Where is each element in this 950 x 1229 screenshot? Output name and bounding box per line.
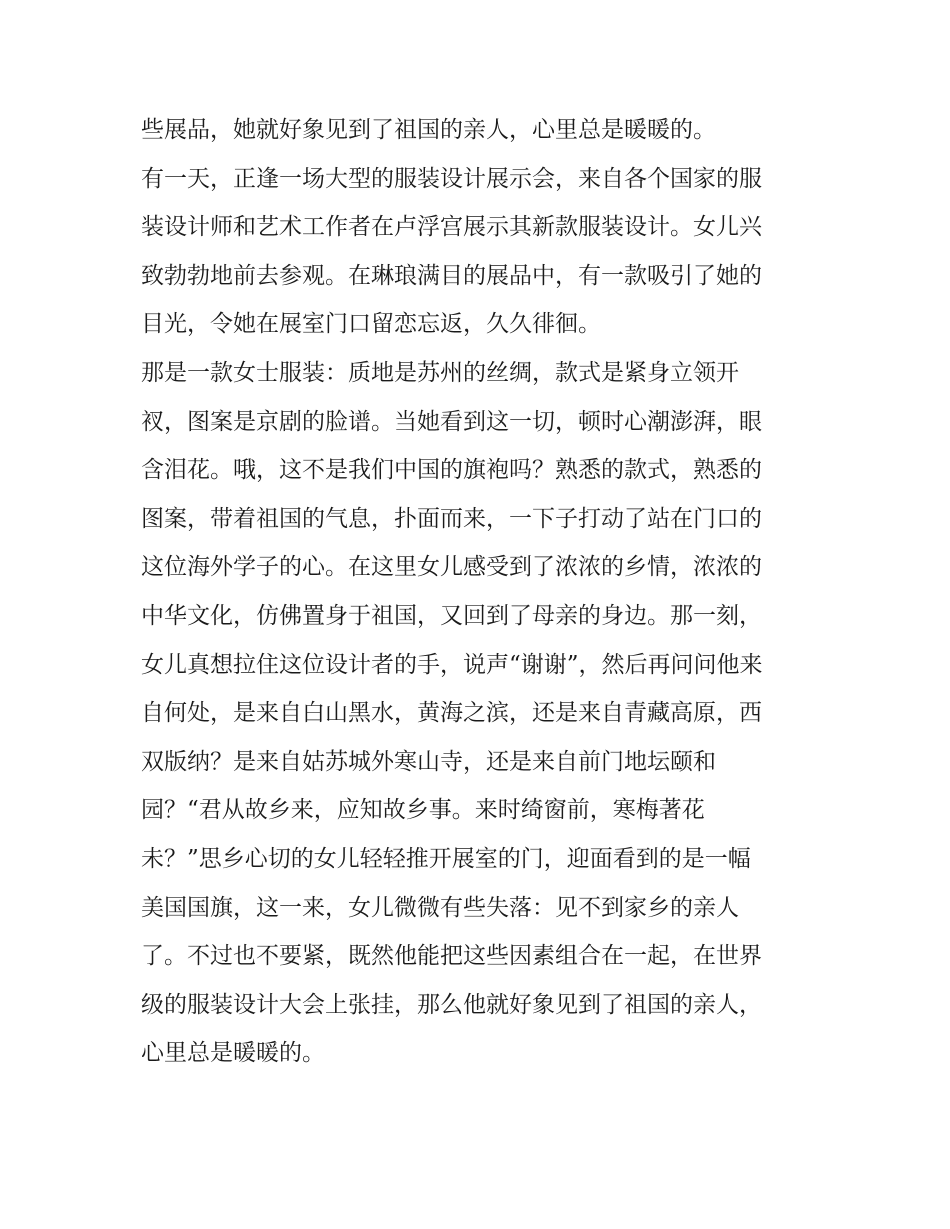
text-line: 自何处，是来自白山黑水，黄海之滨，还是来自青藏高原，西 — [141, 700, 762, 727]
text-line: 园？“君从故乡来，应知故乡事。来时绮窗前，寒梅著花 — [141, 797, 705, 824]
text-line: 致勃勃地前去参观。在琳琅满目的展品中，有一款吸引了她的 — [141, 262, 762, 289]
body-text — [141, 106, 821, 1078]
text-line: 中华文化，仿佛置身于祖国，又回到了母亲的身边。那一刻， — [141, 602, 762, 629]
text-line: 了。不过也不要紧，既然他能把这些因素组合在一起，在世界 — [141, 943, 762, 970]
text-line: 未？”思乡心切的女儿轻轻推开展室的门，迎面看到的是一幅 — [141, 845, 751, 872]
text-line: 含泪花。哦，这不是我们中国的旗袍吗？熟悉的款式，熟悉的 — [141, 457, 762, 484]
text-line: 目光，令她在展室门口留恋忘返，久久徘徊。 — [141, 311, 601, 338]
text-line: 装设计师和艺术工作者在卢浮宫展示其新款服装设计。女儿兴 — [141, 214, 762, 241]
text-line: 双版纳？是来自姑苏城外寒山寺，还是来自前门地坛颐和 — [141, 748, 716, 775]
text-line: 那是一款女士服装：质地是苏州的丝绸，款式是紧身立领开 — [141, 359, 739, 386]
text-line: 级的服装设计大会上张挂，那么他就好象见到了祖国的亲人， — [141, 991, 762, 1018]
text-line: 美国国旗，这一来，女儿微微有些失落：见不到家乡的亲人 — [141, 894, 739, 921]
text-line: 这位海外学子的心。在这里女儿感受到了浓浓的乡情，浓浓的 — [141, 554, 762, 581]
text-line: 图案，带着祖国的气息，扑面而来，一下子打动了站在门口的 — [141, 505, 762, 532]
text-line: 衩，图案是京剧的脸谱。当她看到这一切，顿时心潮澎湃，眼 — [141, 408, 762, 435]
text-line: 心里总是暖暖的。 — [141, 1040, 325, 1067]
text-line: 有一天，正逢一场大型的服装设计展示会，来自各个国家的服 — [141, 165, 762, 192]
text-line: 些展品，她就好象见到了祖国的亲人，心里总是暖暖的。 — [141, 117, 716, 143]
text-line: 女儿真想拉住这位设计者的手，说声“谢谢”，然后再问问他来 — [141, 651, 763, 678]
